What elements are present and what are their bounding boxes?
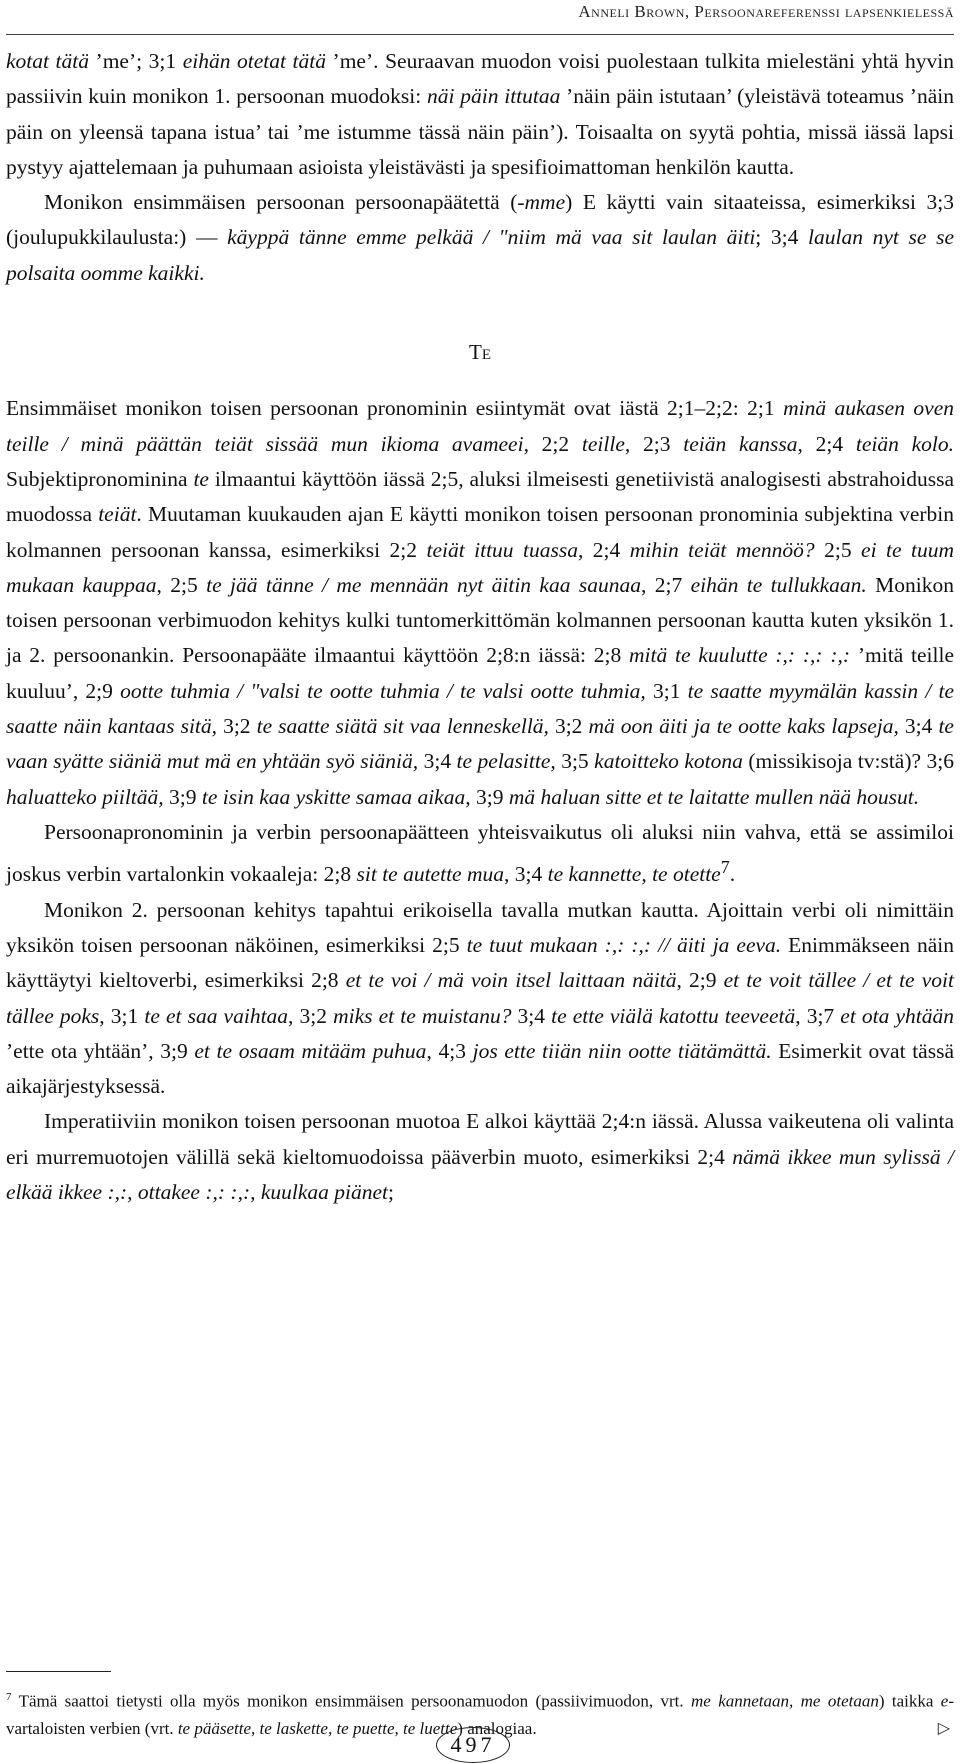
paragraph-4: Persoonapronominin ja verbin persoonapäätteen yhteisvaikutus oli aluksi niin vahva, että se assimiloi joskus verbin vartalonkin vokaaleja: 2;8 sit te autette mua, 3;4 te kannette, te otette$^7$.	[6, 819, 954, 887]
paragraph-5: Monikon 2. persoonan kehitys tapahtui erikoisella tavalla mutkan kautta. Ajoittain verbi oli nimittäin yksikön toisen persoonan näköinen, esimerkiksi 2;5 te tuut mukaan :,: :,: // äiti ja eeva. Enimmäkseen näin käyttäytyi kieltoverbi, esimerkiksi 2;8 et te voi / mä voin itsel laittaan näitä, 2;9 et te voit tällee / et te voit tällee poks, 3;1 te et saa vaihtaa, 3;2 miks et te muistanu? 3;4 te ette viälä katottu teeveetä, 3;7 et ota yhtään ’ette ota yhtään’, 3;9 et te osaam mitääm puhua, 4;3 jos ette tiiän niin ootte tiätämättä. Esimerkit ovat tässä aikajärjestyksessä.	[6, 897, 954, 1099]
paragraph-3: Ensimmäiset monikon toisen persoonan pronominin esiintymät ovat iästä 2;1–2;2: 2;1 minä aukasen oven teille / minä päättän teiät sissää mun ikioma avameei, 2;2 teille, 2;3 teiän kanssa, 2;4 teiän kolo. Subjektipronominina te ilmaantui käyttöön iässä 2;5, aluksi ilmeisesti genetiivistä analogisesti abstrahoidussa muodossa teiät. Muutaman kuukauden ajan E käytti monikon toisen persoonan pronominia subjektina verbin kolmannen persoonan kanssa, esimerkiksi 2;2 teiät ittuu tuassa, 2;4 mihin teiät mennöö? 2;5 ei te tuum mukaan kauppaa, 2;5 te jää tänne / me mennään nyt äitin kaa saunaa, 2;7 eihän te tullukkaan. Monikon toisen persoonan verbimuodon kehitys kulki tuntomerkittömän kolmannen persoonan kautta kuten yksikön 1. ja 2. persoonankin. Persoonapääte ilmaantui käyttöön 2;8:n iässä: 2;8 mitä te kuulutte :,: :,: :,: ’mitä teille kuuluu’, 2;9 ootte tuhmia / "valsi te ootte tuhmia / te valsi ootte tuhmia, 3;1 te saatte myymälän kassin / te saatte näin kantaas sitä, 3;2 te saatte siätä sit vaa lenneskellä, 3;2 mä oon äiti ja te ootte kaks lapseja, 3;4 te vaan syätte siäniä mut mä en yhtään syö siäniä, 3;4 te pelasitte, 3;5 katoitteko kotona (missikisoja tv:stä)? 3;6 haluatteko piiltää, 3;9 te isin kaa yskitte samaa aikaa, 3;9 mä haluan sitte et te laitatte mullen nää housut.	[6, 396, 955, 809]
footnote-marker: 7	[6, 1691, 12, 1703]
footnote-text: Tämä saattoi tietysti olla myös monikon ensimmäisen persoonamuodon (passiivimuodon, vrt.	[18, 1691, 692, 1711]
footnote-rule	[6, 1671, 111, 1672]
running-head: Anneli Brown, Persoonareferenssi lapsenkielessä	[578, 2, 954, 21]
footnote-text: -vartaloisten verbien (vrt.	[6, 1691, 955, 1738]
paragraph-1: kotat tätä ’me’; 3;1 eihän otetat tätä ’me’. Seuraavan muodon voisi puolestaan tulkita mielestäni yhtä hyvin passiivin kuin monikon 1. persoonan muodoksi: näi päin ittutaa ’näin päin istutaan’ (yleistävä toteamus ’näin päin on yleensä tapana istua’ tai ’me istumme tässä näin päin’). Toisaalta on syytä pohtia, missä iässä lapsi pystyy ajattelemaan ja puhumaan asioista yleistävästi ja spesifioimattoman henkilön kautta.	[6, 49, 955, 179]
header-rule	[6, 34, 954, 35]
footnote-example: me kannetaan, me otetaan	[691, 1691, 879, 1711]
paragraph-6: Imperatiiviin monikon toisen persoonan muotoa E alkoi käyttää 2;4:n iässä. Alussa vaikeutena oli valinta eri murremuotojen välillä sekä kieltomuodoissa pääverbin muoto, esimerkiksi 2;4 nämä ikkee mun sylissä / elkää ikkee :,:, ottakee :,: :,:, kuulkaa piänet;	[6, 1109, 954, 1205]
continue-arrow-icon: ▷	[937, 1720, 950, 1737]
section-heading: Te	[469, 340, 491, 365]
paragraph-2: Monikon ensimmäisen persoonan persoonapäätettä (-mme) E käytti vain sitaateissa, esimerkiksi 3;3 (joulupukkilaulusta:) — käyppä tänne emme pelkää / "niim mä vaa sit laulan äiti; 3;4 laulan nyt se se polsaita oomme kaikki.	[6, 190, 954, 285]
body-text	[6, 44, 954, 1210]
footnote-text: ) analogiaa.	[457, 1718, 537, 1738]
footnote-example: te pääsette, te laskette, te puette, te luette	[177, 1718, 458, 1738]
footnote-text: ) taikka	[878, 1691, 941, 1711]
footnote-example: e	[940, 1691, 949, 1711]
page-number: 497	[436, 1727, 510, 1763]
